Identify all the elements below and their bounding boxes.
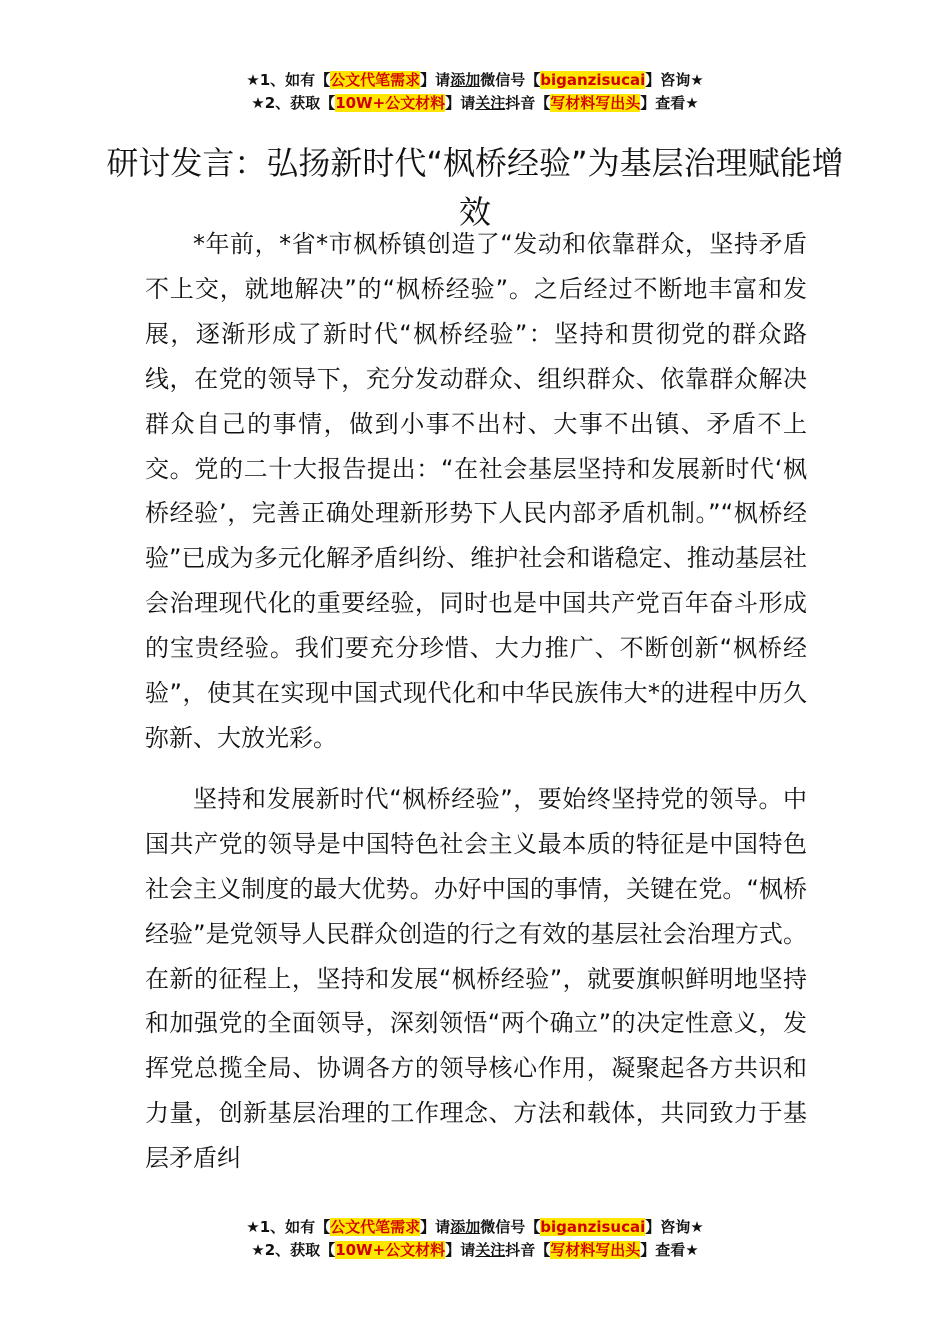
- promo-text: 】咨询★: [645, 71, 704, 89]
- promo-line-2: [0, 92, 950, 115]
- promo-text: 】查看★: [640, 94, 699, 112]
- promo-text: ★1、如有【: [246, 1218, 331, 1236]
- promo-underlined: 添加: [450, 1218, 481, 1236]
- document-title: 研讨发言：弘扬新时代“枫桥经验”为基层治理赋能增效: [106, 144, 844, 232]
- promo-text: 】请: [420, 1218, 451, 1236]
- promo-text: 微信号【: [480, 71, 541, 89]
- promo-text: 】请: [445, 1241, 476, 1259]
- paragraph: *年前，*省*市枫桥镇创造了“发动和依靠群众，坚持矛盾不上交，就地解决”的“枫桥经验”。之后经过不断地丰富和发展，逐渐形成了新时代“枫桥经验”：坚持和贯彻党的群众路线，在党的领导下，充分发动群众、组织群众、依靠群众解决群众自己的事情，做到小事不出村、大事不出镇、矛盾不上交。党的二十大报告提出：“在社会基层坚持和发展新时代‘枫桥经验’，完善正确处理新形势下人民内部矛盾机制。”“枫桥经验”已成为多元化解矛盾纠纷、维护社会和谐稳定、推动基层社会治理现代化的重要经验，同时也是中国共产党百年奋斗形成的宝贵经验。我们要充分珍惜、大力推广、不断创新“枫桥经验”，使其在实现中国式现代化和中华民族伟大*的进程中历久弥新、大放光彩。: [145, 230, 807, 752]
- paragraph: 坚持和发展新时代“枫桥经验”，要始终坚持党的领导。中国共产党的领导是中国特色社会主义最本质的特征是中国特色社会主义制度的最大优势。办好中国的事情，关键在党。“枫桥经验”是党领导人民群众创造的行之有效的基层社会治理方式。在新的征程上，坚持和发展“枫桥经验”，就要旗帜鲜明地坚持和加强党的全面领导，深刻领悟“两个确立”的决定性意义，发挥党总揽全局、协调各方的领导核心作用，凝聚起各方共识和力量，创新基层治理的工作理念、方法和载体，共同致力于基层矛盾纠: [145, 784, 807, 1173]
- promo-underlined: 关注: [475, 94, 506, 112]
- promo-highlight: biganzisucai: [540, 1218, 646, 1236]
- promo-highlight: 公文代笔需求: [330, 71, 421, 89]
- promo-text: 】咨询★: [645, 1218, 704, 1236]
- promo-text: 】查看★: [640, 1241, 699, 1259]
- promo-text: 】请: [420, 71, 451, 89]
- promo-highlight: biganzisucai: [540, 71, 646, 89]
- promo-line-1: [0, 1216, 950, 1239]
- promo-highlight: 写材料写出头: [550, 94, 641, 112]
- promo-text: 】请: [445, 94, 476, 112]
- promo-underlined: 添加: [450, 71, 481, 89]
- promo-text: 抖音【: [505, 1241, 551, 1259]
- promo-line-1: [0, 69, 950, 92]
- promo-text: ★1、如有【: [246, 71, 331, 89]
- promo-underlined: 关注: [475, 1241, 506, 1259]
- promo-highlight: 写材料写出头: [550, 1241, 641, 1259]
- promo-line-2: [0, 1239, 950, 1262]
- document-body: [145, 222, 807, 1181]
- promo-text: ★2、获取【: [251, 1241, 336, 1259]
- promo-highlight: 公文代笔需求: [330, 1218, 421, 1236]
- promo-banner-bottom: [0, 1216, 950, 1262]
- promo-text: 微信号【: [480, 1218, 541, 1236]
- promo-banner-top: [0, 69, 950, 115]
- promo-text: ★2、获取【: [251, 94, 336, 112]
- promo-highlight: 10W+公文材料: [335, 1241, 446, 1259]
- promo-text: 抖音【: [505, 94, 551, 112]
- promo-highlight: 10W+公文材料: [335, 94, 446, 112]
